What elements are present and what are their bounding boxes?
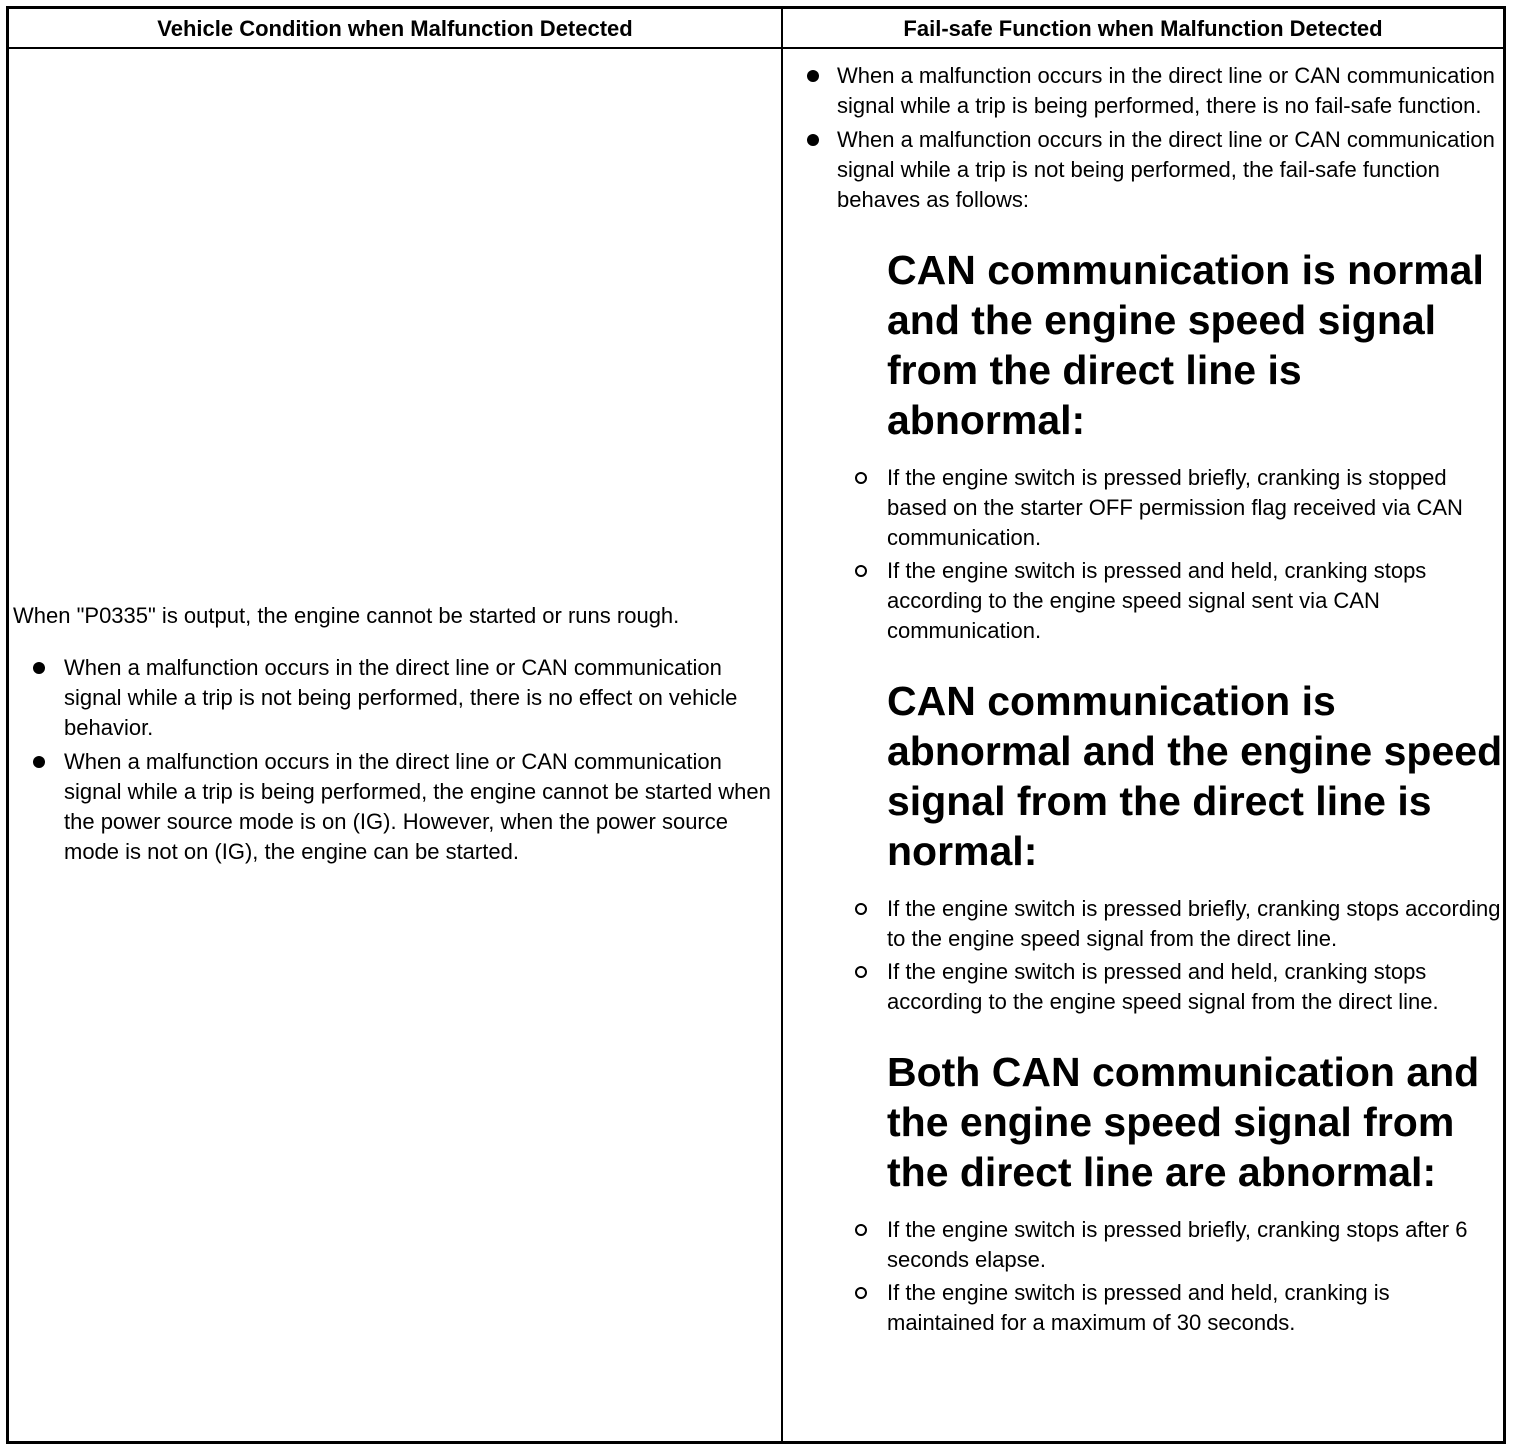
vehicle-condition-bullets xyxy=(13,653,777,867)
list-item xyxy=(13,653,777,743)
list-item xyxy=(783,61,1503,121)
list-item-text: If the engine switch is pressed and held, cranking stops according to the engine speed signal sent via CAN communication. xyxy=(887,558,1427,643)
list-item xyxy=(783,894,1503,954)
list-item-text: If the engine switch is pressed briefly, cranking stops according to the engine speed signal from the direct line. xyxy=(887,896,1501,951)
list-item-text: When a malfunction occurs in the direct line or CAN communication signal while a trip is being performed, the engine cannot be started when the power source mode is on (IG). However, when the power source mode is not on (IG), the engine can be started. xyxy=(64,749,771,864)
list-item xyxy=(783,1215,1503,1275)
list-item-text: If the engine switch is pressed briefly, cranking stops after 6 seconds elapse. xyxy=(887,1217,1468,1272)
vehicle-condition-intro: When "P0335" is output, the engine cannot be started or runs rough. xyxy=(13,603,680,628)
bullet-dot-icon xyxy=(807,70,819,82)
list-item xyxy=(783,463,1503,553)
bullet-dot-icon xyxy=(33,662,45,674)
list-item-text: When a malfunction occurs in the direct line or CAN communication signal while a trip is not being performed, the fail-safe function behaves as follows: xyxy=(837,127,1495,212)
list-item-text: When a malfunction occurs in the direct line or CAN communication signal while a trip is not being performed, there is no effect on vehicle behavior. xyxy=(64,655,738,740)
fail-safe-function-cell xyxy=(783,61,1503,1341)
list-item xyxy=(783,957,1503,1017)
list-item xyxy=(783,1278,1503,1338)
list-item xyxy=(13,747,777,867)
header-fail-safe-function: Fail-safe Function when Malfunction Detected xyxy=(903,16,1383,41)
section-items-can-abnormal xyxy=(783,894,1503,1017)
bullet-ring-icon xyxy=(855,472,867,484)
bullet-dot-icon xyxy=(807,134,819,146)
bullet-ring-icon xyxy=(855,1287,867,1299)
header-vehicle-condition: Vehicle Condition when Malfunction Detected xyxy=(157,16,633,41)
section-heading-can-normal: CAN communication is normal and the engine speed signal from the direct line is abnormal: xyxy=(887,247,1484,443)
list-item xyxy=(783,125,1503,215)
malfunction-table xyxy=(6,6,1506,1444)
list-item-text: When a malfunction occurs in the direct line or CAN communication signal while a trip is being performed, there is no fail-safe function. xyxy=(837,63,1495,118)
bullet-ring-icon xyxy=(855,1224,867,1236)
vehicle-condition-cell xyxy=(13,601,777,871)
section-heading-both-abnormal: Both CAN communication and the engine speed signal from the direct line are abnormal: xyxy=(887,1049,1480,1195)
header-rule xyxy=(9,47,1503,49)
section-heading-can-abnormal: CAN communication is abnormal and the engine speed signal from the direct line is normal: xyxy=(887,678,1503,874)
list-item-text: If the engine switch is pressed and held, cranking is maintained for a maximum of 30 seconds. xyxy=(887,1280,1390,1335)
list-item-text: If the engine switch is pressed briefly, cranking is stopped based on the starter OFF permission flag received via CAN communication. xyxy=(887,465,1463,550)
bullet-ring-icon xyxy=(855,565,867,577)
list-item xyxy=(783,556,1503,646)
fail-safe-bullets xyxy=(783,61,1503,215)
bullet-ring-icon xyxy=(855,903,867,915)
list-item-text: If the engine switch is pressed and held, cranking stops according to the engine speed signal from the direct line. xyxy=(887,959,1439,1014)
section-items-both-abnormal xyxy=(783,1215,1503,1338)
bullet-ring-icon xyxy=(855,966,867,978)
section-items-can-normal xyxy=(783,463,1503,646)
bullet-dot-icon xyxy=(33,756,45,768)
